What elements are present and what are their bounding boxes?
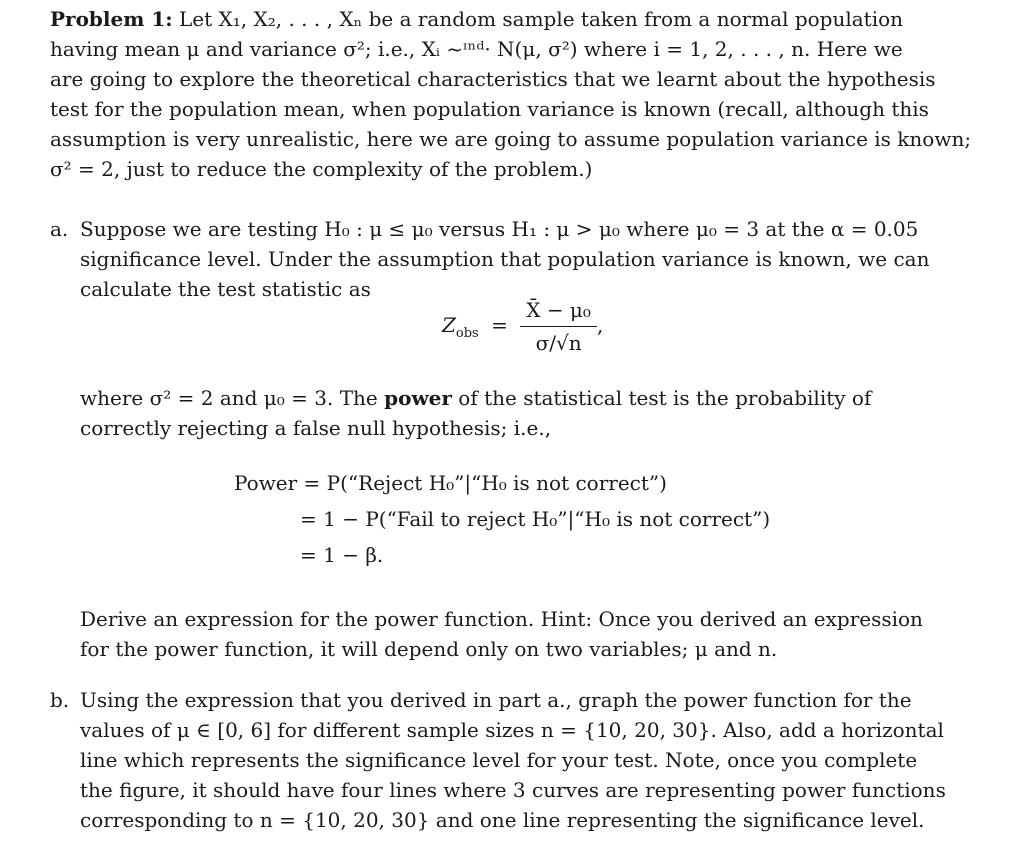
part-a-after xyxy=(80,383,973,443)
power-eq-line-3: = 1 − β. xyxy=(300,543,384,567)
statistic-fraction xyxy=(520,296,597,357)
after-text-2: of the statistical test is the probability of xyxy=(458,386,872,410)
test-statistic-equation xyxy=(442,296,603,357)
derive-line-1: Derive an expression for the power function. Hint: Once you derived an expression xyxy=(80,607,923,631)
statistic-numerator: X̄ − μ₀ xyxy=(520,296,597,327)
equals-sign: = xyxy=(491,313,508,337)
part-a-marker: a. xyxy=(50,217,69,241)
statistic-trailing-comma: , xyxy=(596,313,604,337)
part-a-after-line-1 xyxy=(80,383,973,413)
part-b-line-5: corresponding to n = {10, 20, 30} and one line representing the significance level. xyxy=(80,808,925,832)
problem-heading: Problem 1: xyxy=(50,7,173,31)
z-symbol: Z xyxy=(442,313,456,337)
intro-line-6: σ² = 2, just to reduce the complexity of the problem.) xyxy=(50,157,593,181)
part-b-line-1: Using the expression that you derived in part a., graph the power function for the xyxy=(80,688,912,712)
intro-line-4: test for the population mean, when population variance is known (recall, although this xyxy=(50,97,929,121)
derive-line-2: for the power function, it will depend only on two variables; μ and n. xyxy=(80,637,778,661)
part-a-line-3: calculate the test statistic as xyxy=(80,277,371,301)
part-a-derive xyxy=(80,604,973,664)
part-a-after-line-2: correctly rejecting a false null hypothesis; i.e., xyxy=(80,416,552,440)
intro-line-1-text: Let X₁, X₂, . . . , Xₙ be a random sample taken from a normal population xyxy=(179,7,904,31)
intro-line-5: assumption is very unrealistic, here we are going to assume population variance is known; xyxy=(50,127,972,151)
part-b-line-3: line which represents the significance level for your test. Note, once you complete xyxy=(80,748,918,772)
z-subscript: obs xyxy=(455,326,479,341)
power-term: power xyxy=(384,386,452,410)
part-b-line-4: the figure, it should have four lines where 3 curves are representing power functions xyxy=(80,778,946,802)
intro-line-3: are going to explore the theoretical characteristics that we learnt about the hypothesis xyxy=(50,67,936,91)
part-b-marker: b. xyxy=(50,688,70,712)
intro-line-2: having mean μ and variance σ²; i.e., Xᵢ ~ᶦⁿᵈ· N(μ, σ²) where i = 1, 2, . . . , n. Here we xyxy=(50,37,903,61)
part-b-body xyxy=(80,685,973,835)
problem-intro xyxy=(50,4,975,184)
statistic-denominator: σ/√n xyxy=(535,331,582,355)
power-eq-line-1: Power = P(“Reject H₀”|“H₀ is not correct”) xyxy=(234,471,667,495)
part-a-line-1: Suppose we are testing H₀ : μ ≤ μ₀ versus H₁ : μ > μ₀ where μ₀ = 3 at the α = 0.05 xyxy=(80,217,919,241)
part-b-line-2: values of μ ∈ [0, 6] for different sample sizes n = {10, 20, 30}. Also, add a horizontal xyxy=(80,718,944,742)
intro-line-1 xyxy=(50,4,975,34)
part-a-body xyxy=(80,214,973,304)
part-a-line-2: significance level. Under the assumption that population variance is known, we can xyxy=(80,247,930,271)
after-text-1: where σ² = 2 and μ₀ = 3. The xyxy=(80,386,378,410)
power-eq-line-2: = 1 − P(“Fail to reject H₀”|“H₀ is not correct”) xyxy=(300,507,771,531)
